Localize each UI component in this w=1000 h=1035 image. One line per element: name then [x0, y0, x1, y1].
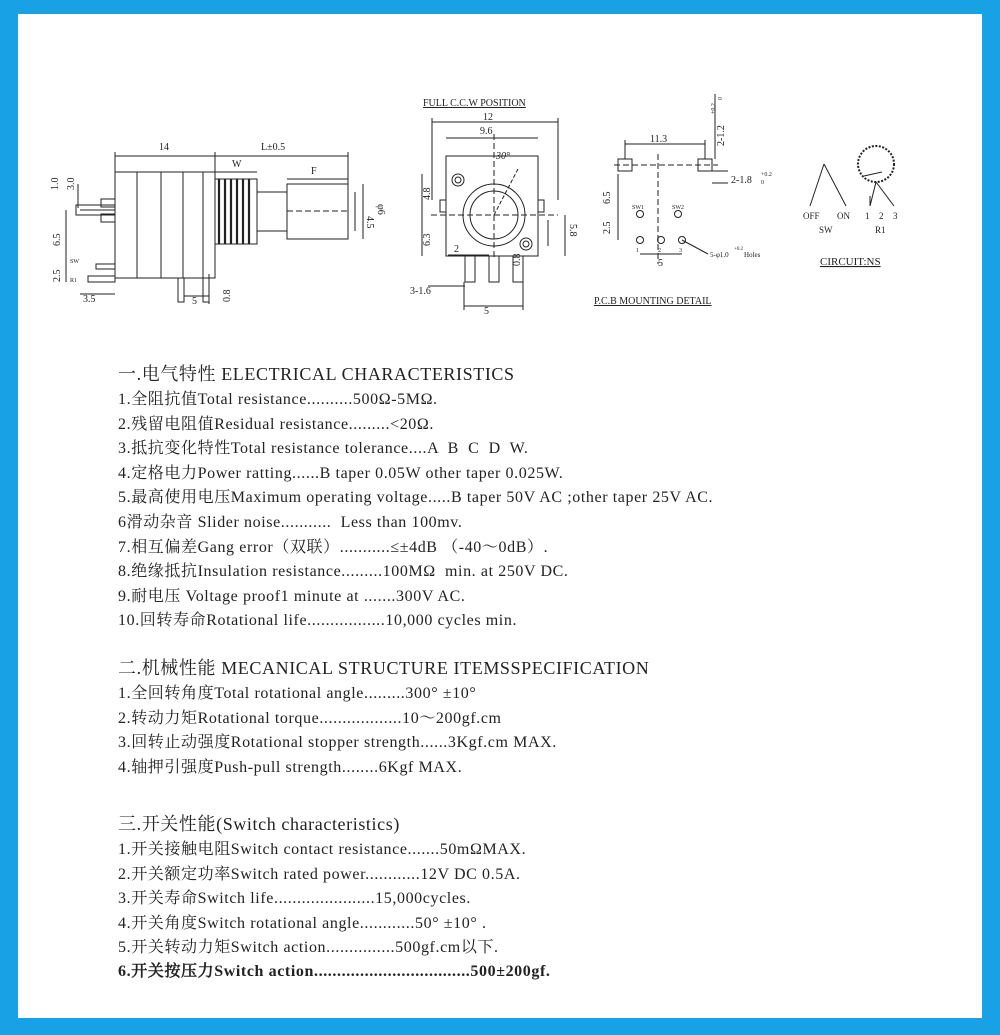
svg-text:3: 3: [893, 211, 898, 221]
svg-text:9.6: 9.6: [480, 126, 493, 137]
spec-line: 3.开关寿命Switch life......................15,000cycles.: [118, 890, 471, 908]
svg-text:CIRCUIT:NS: CIRCUIT:NS: [820, 256, 881, 268]
pcb-labels: [594, 97, 772, 307]
svg-text:0: 0: [718, 97, 724, 100]
spec-line: 4.轴押引强度Push-pull strength........6Kgf MAX.: [118, 758, 463, 776]
svg-text:6.5: 6.5: [52, 233, 63, 246]
spec-line: 8.绝缘抵抗Insulation resistance.........100MΩ min. at 250V DC.: [118, 563, 569, 581]
svg-text:30°: 30°: [496, 151, 510, 162]
svg-text:2-1.2: 2-1.2: [716, 125, 727, 146]
svg-text:11.3: 11.3: [650, 134, 668, 145]
pcb-mounting-drawing: [614, 94, 728, 264]
svg-text:+0.2: +0.2: [711, 103, 717, 114]
svg-text:Holes: Holes: [744, 251, 761, 259]
svg-text:1: 1: [636, 248, 639, 254]
svg-text:4.8: 4.8: [422, 187, 433, 200]
spec-line: 3.回转止动强度Rotational stopper strength......3Kgf.cm MAX.: [118, 734, 557, 752]
spec-line: 10.回转寿命Rotational life.................10,000 cycles min.: [118, 612, 518, 630]
svg-text:1.0: 1.0: [50, 177, 61, 190]
spec-line: 5.最高使用电压Maximum operating voltage.....B taper 50V AC ;other taper 25V AC.: [118, 489, 714, 507]
svg-text:2: 2: [658, 248, 661, 254]
svg-text:14: 14: [159, 142, 169, 153]
front-view-drawing: [422, 118, 565, 310]
svg-text:+0.2: +0.2: [761, 172, 772, 178]
section-title-switch: 三.开关性能(Switch characteristics): [118, 814, 400, 835]
svg-text:+0.2: +0.2: [734, 247, 744, 252]
spec-line: 1.全回转角度Total rotational angle.........300° ±10°: [118, 684, 477, 702]
spec-line: 3.抵抗变化特性Total resistance tolerance....A B C D W.: [118, 440, 529, 458]
spec-line: 2.开关额定功率Switch rated power............12V DC 0.5A.: [118, 865, 521, 883]
spec-line: 6.开关按压力Switch action..................................500±200gf.: [118, 963, 551, 981]
svg-text:OFF: OFF: [803, 211, 820, 221]
svg-text:5.8: 5.8: [567, 224, 578, 237]
drawings-svg: [18, 14, 982, 344]
svg-text:SW: SW: [819, 225, 833, 235]
spec-line: 9.耐电压 Voltage proof1 minute at .......300V AC.: [118, 587, 466, 605]
spec-line: 6滑动杂音 Slider noise........... Less than 100mv.: [118, 513, 463, 531]
svg-text:R1: R1: [875, 225, 886, 235]
spec-line: 2.残留电阻值Residual resistance.........<20Ω.: [118, 415, 434, 433]
circuit-drawing: [810, 146, 894, 206]
spec-line: 2.转动力矩Rotational torque..................10～200gf.cm: [118, 709, 502, 727]
svg-text:P.C.B MOUNTING DETAIL: P.C.B MOUNTING DETAIL: [594, 296, 712, 307]
spec-line: 1.全阻抗值Total resistance..........500Ω-5MΩ.: [118, 391, 438, 408]
svg-text:2-1.8: 2-1.8: [731, 175, 752, 186]
svg-text:2.5: 2.5: [602, 221, 613, 234]
svg-text:6.5: 6.5: [602, 191, 613, 204]
svg-text:0.8: 0.8: [222, 289, 233, 302]
svg-text:5: 5: [658, 258, 663, 269]
svg-text:2.5: 2.5: [52, 269, 63, 282]
svg-text:SW2: SW2: [672, 205, 684, 211]
section-title-mechanical: 二.机械性能 MECANICAL STRUCTURE ITEMSSPECIFICATION: [118, 657, 650, 678]
svg-text:2: 2: [454, 244, 459, 255]
svg-text:0: 0: [761, 180, 764, 186]
svg-text:ON: ON: [837, 211, 850, 221]
svg-text:3-1.6: 3-1.6: [410, 286, 431, 297]
svg-text:3.5: 3.5: [83, 294, 96, 305]
side-view-drawing: [66, 152, 363, 304]
spec-line: 4.定格电力Power ratting......B taper 0.05W other taper 0.025W.: [118, 464, 564, 482]
svg-text:SW: SW: [70, 259, 79, 265]
svg-text:3: 3: [679, 248, 682, 254]
technical-drawings: [18, 14, 982, 344]
svg-text:φ6: φ6: [375, 204, 386, 215]
mechanical-section: [118, 654, 958, 780]
electrical-section: [118, 360, 958, 634]
svg-text:3.0: 3.0: [66, 177, 77, 190]
spec-line: 1.开关接触电阻Switch contact resistance.......50mΩMAX.: [118, 841, 527, 859]
svg-text:5: 5: [192, 296, 197, 307]
section-title-electrical: 一.电气特性 ELECTRICAL CHARACTERISTICS: [118, 364, 515, 384]
svg-text:1: 1: [865, 211, 870, 221]
circuit-labels: [803, 211, 898, 268]
svg-text:5: 5: [484, 306, 489, 317]
spec-line: 4.开关角度Switch rotational angle............50° ±10° .: [118, 914, 487, 932]
svg-text:2: 2: [879, 211, 884, 221]
svg-text:6.3: 6.3: [422, 233, 433, 246]
switch-section: [118, 810, 958, 984]
svg-text:SW1: SW1: [632, 205, 644, 211]
spec-line: 7.相互偏差Gang error（双联）...........≤±4dB （-40～0dB）.: [118, 538, 549, 556]
svg-text:12: 12: [483, 112, 493, 123]
svg-text:5-φ1.0: 5-φ1.0: [710, 251, 729, 259]
specification-text: [118, 360, 958, 985]
spec-line: 5.开关转动力矩Switch action...............500gf.cm以下.: [118, 938, 499, 956]
svg-text:FULL C.C.W POSITION: FULL C.C.W POSITION: [423, 98, 526, 109]
svg-text:L±0.5: L±0.5: [261, 142, 286, 153]
svg-text:R1: R1: [70, 278, 78, 284]
svg-text:0.8: 0.8: [512, 253, 523, 266]
datasheet-page: [18, 14, 982, 1018]
svg-text:W: W: [232, 159, 242, 170]
svg-text:4.5: 4.5: [364, 216, 375, 229]
svg-text:F: F: [311, 166, 317, 177]
